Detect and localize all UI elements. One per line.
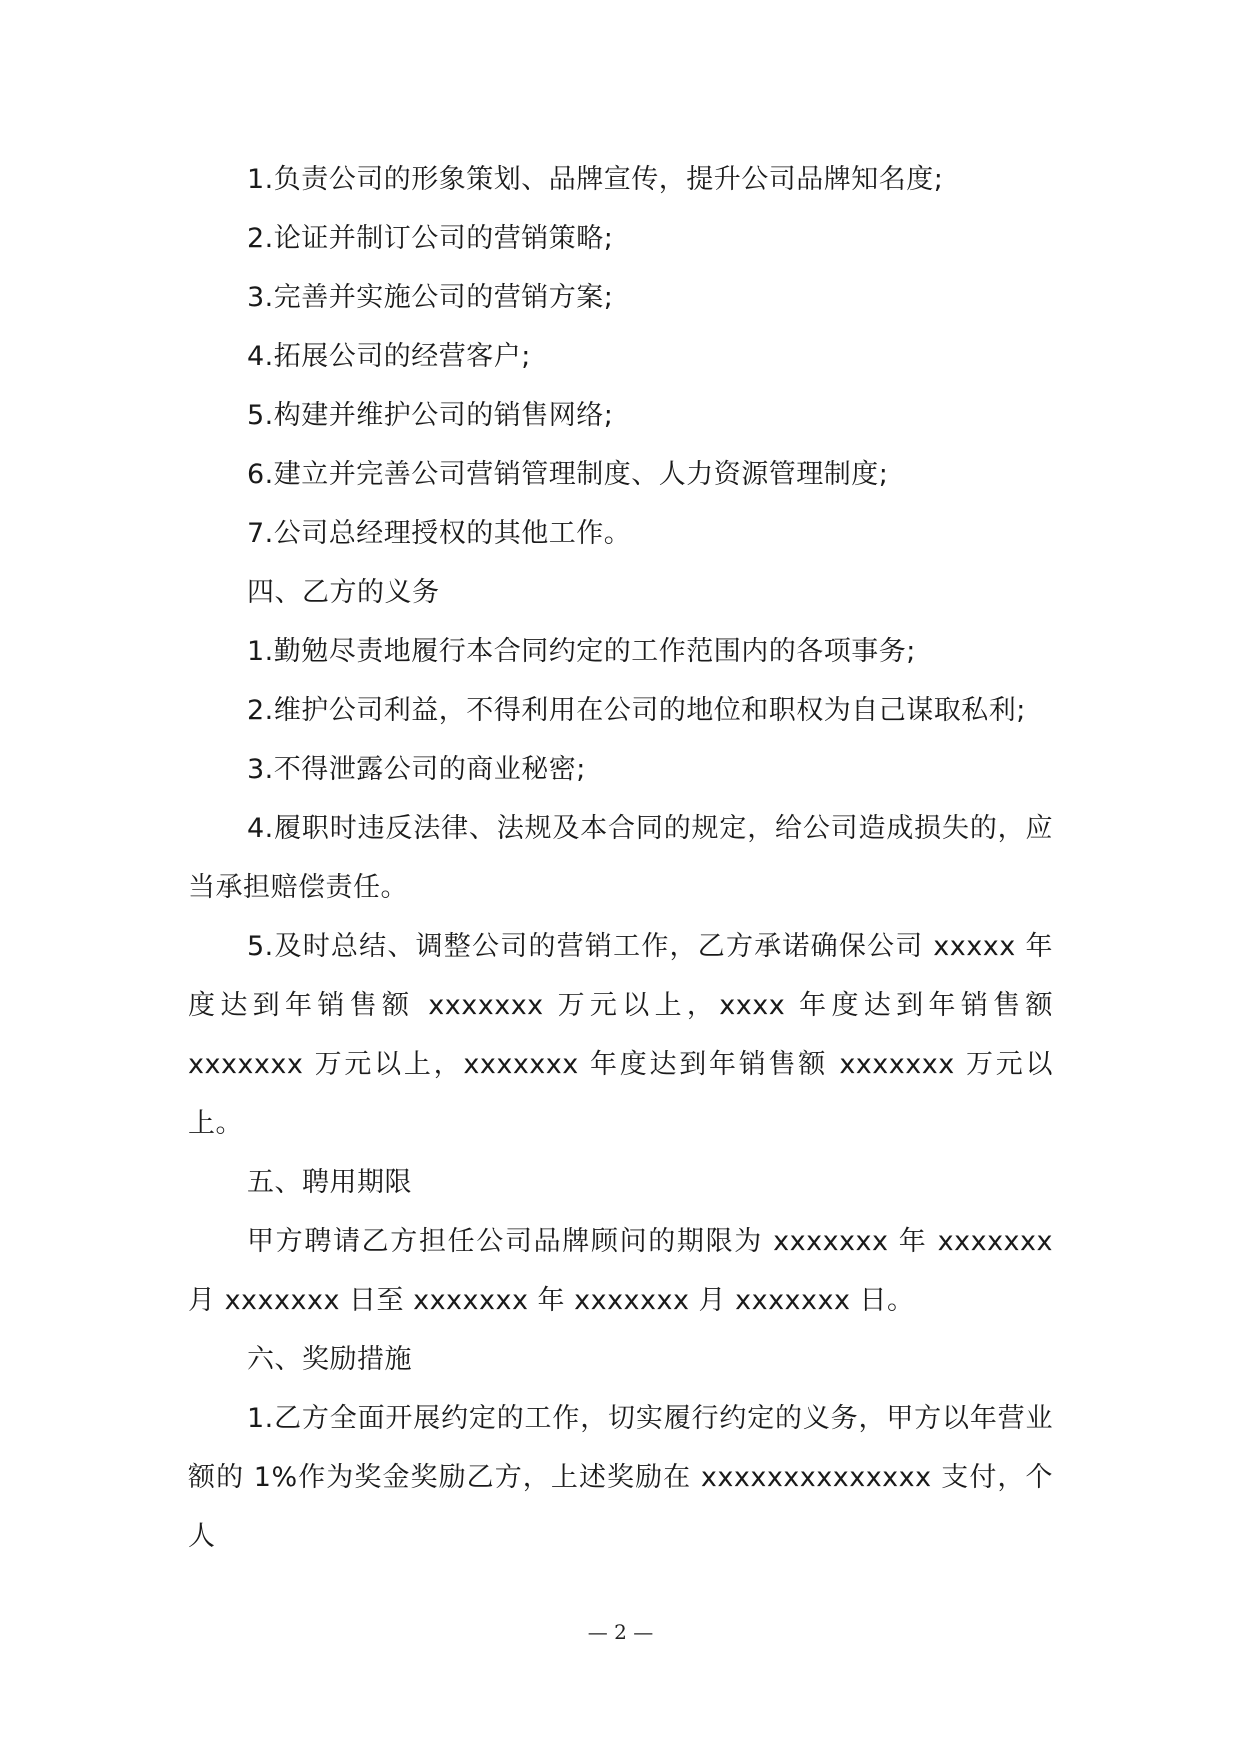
term-paragraph: 甲方聘请乙方担任公司品牌顾问的期限为 xxxxxxx 年 xxxxxxx 月 xxxxxxx 日至 xxxxxxx 年 xxxxxxx 月 xxxxxxx 日。: [188, 1226, 1053, 1316]
list-item-duty-6: 6.建立并完善公司营销管理制度、人力资源管理制度;: [247, 459, 889, 490]
list-item-duty-7: 7.公司总经理授权的其他工作。: [247, 518, 632, 549]
list-item-duty-1: 1.负责公司的形象策划、品牌宣传，提升公司品牌知名度;: [247, 164, 944, 195]
list-item-reward-1: 1.乙方全面开展约定的工作，切实履行约定的义务，甲方以年营业额的 1%作为奖金奖励乙方，上述奖励在 xxxxxxxxxxxxxx 支付，个人: [188, 1403, 1053, 1552]
document-body: [188, 150, 1053, 1566]
page-number: — 2 —: [587, 1620, 654, 1644]
list-item-obligation-2: 2.维护公司利益，不得利用在公司的地位和职权为自己谋取私利;: [247, 695, 1026, 726]
list-item-duty-3: 3.完善并实施公司的营销方案;: [247, 282, 614, 313]
section-heading-term: 五、聘用期限: [247, 1167, 412, 1198]
list-item-duty-4: 4.拓展公司的经营客户;: [247, 341, 531, 372]
list-item-obligation-5: 5.及时总结、调整公司的营销工作，乙方承诺确保公司 xxxxx 年度达到年销售额 xxxxxxx 万元以上，xxxx 年度达到年销售额 xxxxxxx 万元以上，xxxxxxx 年度达到年销售额 xxxxxxx 万元以上。: [188, 931, 1053, 1139]
list-item-duty-5: 5.构建并维护公司的销售网络;: [247, 400, 614, 431]
section-heading-obligations: 四、乙方的义务: [247, 577, 440, 608]
list-item-obligation-4: 4.履职时违反法律、法规及本合同的规定，给公司造成损失的，应当承担赔偿责任。: [188, 813, 1053, 903]
list-item-duty-2: 2.论证并制订公司的营销策略;: [247, 223, 614, 254]
list-item-obligation-3: 3.不得泄露公司的商业秘密;: [247, 754, 586, 785]
section-heading-rewards: 六、奖励措施: [247, 1344, 412, 1375]
list-item-obligation-1: 1.勤勉尽责地履行本合同约定的工作范围内的各项事务;: [247, 636, 916, 667]
